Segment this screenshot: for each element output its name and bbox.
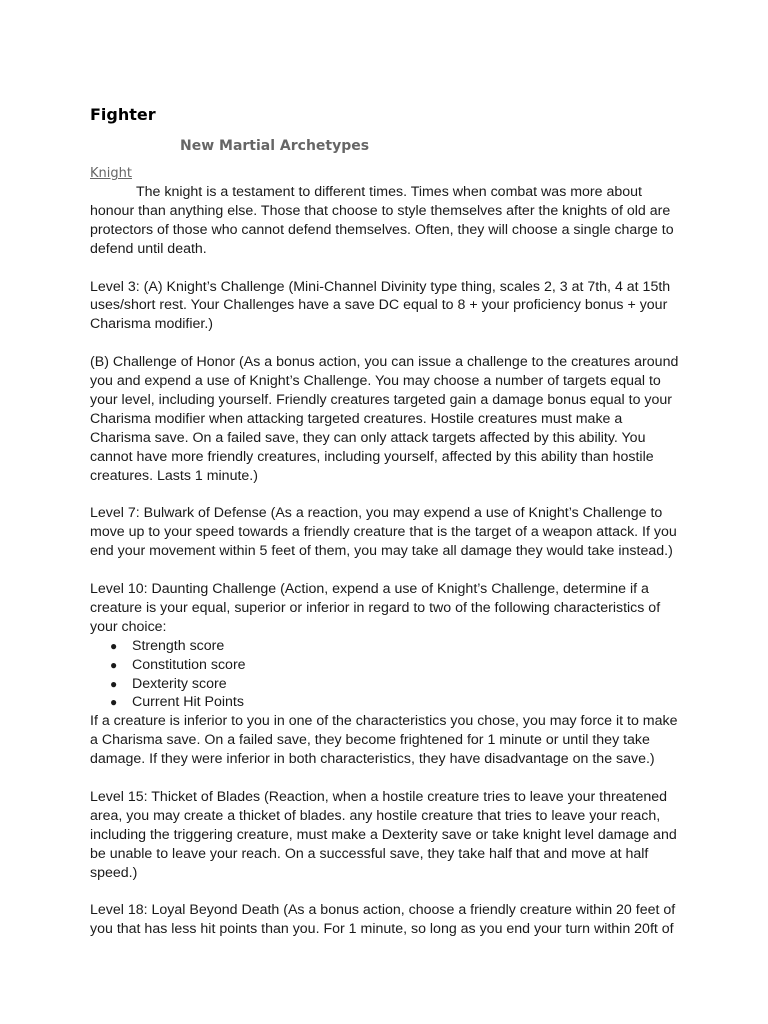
document-body [90,103,682,939]
list-item [110,637,682,656]
paragraph-gap [90,259,682,278]
paragraph-gap [90,882,682,901]
paragraph-level-7: Level 7: Bulwark of Defense (As a reaction, you may expend a use of Knight’s Challenge to move up to your speed towards a friendly creature that is the target of a weapon attack. If you end your movement within 5 feet of them, you may take all damage they would take instead.) [90,505,677,560]
paragraph-level-3b: (B) Challenge of Honor (As a bonus action, you can issue a challenge to the creatures around you and expend a use of Knight’s Challenge. You may choose a number of targets equal to your level, including yourself. Friendly creatures targeted gain a damage bonus equal to your Charisma modifier when attacking targeted creatures. Hostile creatures must make a Charisma save. On a failed save, they can only attack targets affected by this ability. You cannot have more friendly creatures, including yourself, affected by this ability than hostile creatures. Lasts 1 minute.) [90,354,679,484]
paragraph-gap [90,769,682,788]
list-item-label: Constitution score [132,656,246,673]
document-title: Fighter [90,105,156,124]
list-item-label: Current Hit Points [132,694,244,711]
bullet-icon: ● [110,676,118,691]
bullet-icon: ● [110,638,118,653]
bullet-icon: ● [110,695,118,710]
document-subtitle: New Martial Archetypes [180,138,370,154]
section-heading-knight: Knight [90,166,132,181]
list-item [110,675,682,694]
list-item [110,693,682,712]
paragraph-level-3a: Level 3: (A) Knight’s Challenge (Mini-Channel Divinity type thing, scales 2, 3 at 7th, 4 at 15th uses/short rest. Your Challenges have a save DC equal to 8 + your proficiency bonus + your Charisma modifier.) [90,278,671,333]
list-item [110,656,682,675]
paragraph-gap [90,485,682,504]
paragraph-level-15: Level 15: Thicket of Blades (Reaction, when a hostile creature tries to leave your threatened area, you may create a thicket of blades. any hostile creature that tries to leave your reach, including the triggering creature, must make a Dexterity save or take knight level damage and be unable to leave your reach. On a successful save, they take half that and move at half speed.) [90,788,677,881]
bullet-icon: ● [110,657,118,672]
characteristics-list [90,637,682,713]
paragraph-gap [90,561,682,580]
paragraph-gap [90,334,682,353]
paragraph-level-18: Level 18: Loyal Beyond Death (As a bonus action, choose a friendly creature within 20 feet of you that has less hit points than you. For 1 minute, so long as you end your turn within 20ft of [90,902,676,938]
paragraph-level-10-after: If a creature is inferior to you in one of the characteristics you chose, you may force it to make a Charisma save. On a failed save, they become frightened for 1 minute or until they take damage. If they were inferior in both characteristics, they have disadvantage on the save.) [90,713,678,768]
list-item-label: Dexterity score [132,675,227,692]
paragraph-level-10: Level 10: Daunting Challenge (Action, expend a use of Knight’s Challenge, determine if a creature is your equal, superior or inferior in regard to two of the following characteristics of your choice: [90,580,661,635]
list-item-label: Strength score [132,637,225,654]
intro-paragraph: The knight is a testament to different times. Times when combat was more about honour than anything else. Those that choose to style themselves after the knights of old are protectors of those who cannot defend themselves. Often, they will choose a single charge to defend until death. [90,184,674,257]
